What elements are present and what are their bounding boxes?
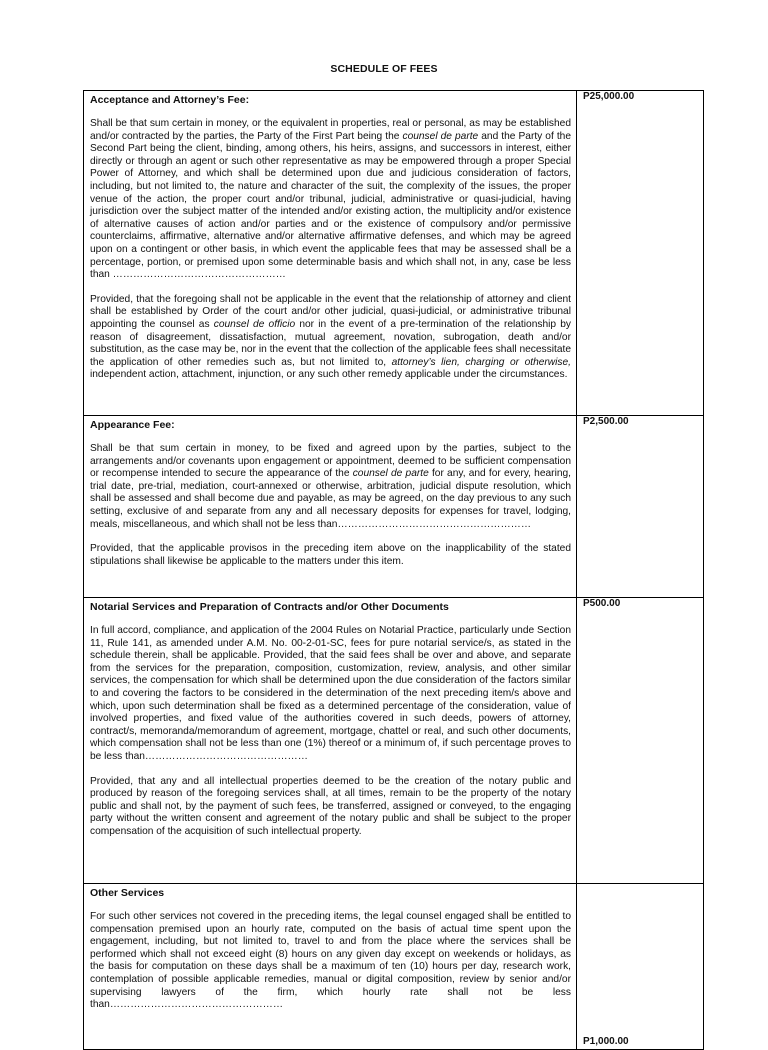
fee-paragraph: Shall be that sum certain in money, to be fixed and agreed upon by the parties, subject to the arrangements and/or covenants upon engagement or appointment, deemed to be sufficient compensation or recompense intended to secure the appearance of the counsel de parte for any, and for every, hearing, trial date, pre-trial, mediation, court-annexed or otherwise, arbitration, judicial dispute resolution, which shall be assessed and shall become due and payable, as may be agreed, on the day previous to any such setting, exclusive of and separate from any and all necessary deposits for expenses for travel, lodging, meals, miscellaneous, and which shall not be less than………………………………………………… (90, 443, 572, 530)
fee-paragraph: For such other services not covered in the preceding items, the legal counsel engaged shall be entitled to compensation premised upon an hourly rate, computed on the basis of actual time spent upon the engagement, including, but not limited to, travel to and from the place where the services shall be performed which shall not exceed eight (8) hours on any given day except on weekends or holidays, as the basis for computation on these days shall be a maximum of ten (10) hours per day, research work, contemplation of possible applicable remedies, manual or digital composition, review by senior and/or supervising lawyers of the firm, which hourly rate shall not be less than…………………………………………… (90, 911, 571, 1011)
table-row (84, 416, 704, 598)
fee-amount: P2,500.00 (577, 416, 704, 598)
fee-schedule-table (83, 90, 704, 1050)
fee-description-cell (84, 91, 577, 416)
fee-description-cell (84, 598, 577, 884)
table-row (84, 884, 704, 1050)
fee-amount: P25,000.00 (577, 91, 704, 416)
fee-description-cell (84, 884, 577, 1050)
table-row (84, 91, 704, 416)
fee-amount: P500.00 (577, 598, 704, 884)
fee-paragraph: In full accord, compliance, and application of the 2004 Rules on Notarial Practice, particularly unde Section 11, Rule 141, as amended under A.M. No. 00-2-01-SC, fees for pure notarial service/s, as stated in the schedule therein, shall be applicable. Provided, that the said fees shall be over and above, and separate from the services for the preparation, composition, customization, review, analysis, and other similar services, the compensation for which shall be determined upon the due consideration of the factors similar to and covering the factors to be considered in the determination of the next preceding item/s above and which, upon such determination shall be fixed as a determined percentage of the consideration, value of involved properties, and fixed value of the authorities covered in such deeds, powers of attorney, contract/s, memoranda/memorandum of agreement, mortgage, chattel or real, and such other documents, which compensation shall not be less than one (1%) thereof or a minimum of, if such percentage proves to be less than………………………………………… (90, 625, 571, 762)
fee-heading: Notarial Services and Preparation of Contracts and/or Other Documents (90, 601, 449, 613)
fee-heading: Acceptance and Attorney’s Fee: (90, 94, 250, 106)
fee-heading: Other Services (90, 887, 165, 899)
fee-amount: P1,000.00 (577, 884, 704, 1050)
fee-proviso: Provided, that the applicable provisos in the preceding item above on the inapplicability of the stated stipulations shall likewise be applicable to the matters under this item. (90, 543, 571, 567)
document-title: SCHEDULE OF FEES (330, 63, 438, 75)
fee-proviso: Provided, that the foregoing shall not be applicable in the event that the relationship of attorney and client shall be established by Order of the court and/or other judicial, quasi-judicial, or administrative tribunal appointing the counsel as counsel de officio nor in the event of a pre-termination of the relationship by reason of disagreement, dissatisfaction, mutual agreement, novation, subrogation, death and/or substitution, as the case may be, nor in the event that the collection of the applicable fees shall necessitate the application of other remedies such as, but not limited to, attorney’s lien, charging or otherwise, independent action, attachment, injunction, or any such other remedy applicable under the circumstances. (90, 293, 571, 381)
fee-description-cell (84, 416, 577, 598)
table-row (84, 598, 704, 884)
fee-paragraph: Shall be that sum certain in money, or the equivalent in properties, real or personal, as may be established and/or contracted by the parties, the Party of the First Part being the counsel de parte and the Party of the Second Part being the client, binding, among others, his heirs, assigns, and successors in interest, either directly or through an agent or such other representative as may be empowered through a proper Special Power of Attorney, and which shall be determined upon due and judicious consideration of factors, including, but not limited to, the nature and character of the suit, the complexity of the issues, the proper venue of the action, the proper court and/or tribunal, judicial, administrative or quasi-judicial, having jurisdiction over the subject matter of the intended and/or existing action, the multiplicity and/or existence of alternative causes of action and/or parties and or the existence of compulsory and/or permissive counterclaims, affirmative, alternative and/or alternative affirmative defenses, and which may be agreed upon on a contingent or other basis, in which event the applicable fees that may be assessed shall be a percentage, portion, or premised upon some determinable basis and which shall not, in any, case be less than …………………………………………… (90, 118, 572, 281)
fee-proviso: Provided, that any and all intellectual properties deemed to be the creation of the notary public and produced by reason of the foregoing services shall, at all times, remain to be the property of the notary public and shall not, by the payment of such fees, be transferred, assigned or conveyed, to the engaging party without the written consent and agreement of the notary public and shall be subject to the proper compensation of the acquisition of such intellectual property. (90, 775, 571, 837)
fee-heading: Appearance Fee: (90, 419, 175, 431)
